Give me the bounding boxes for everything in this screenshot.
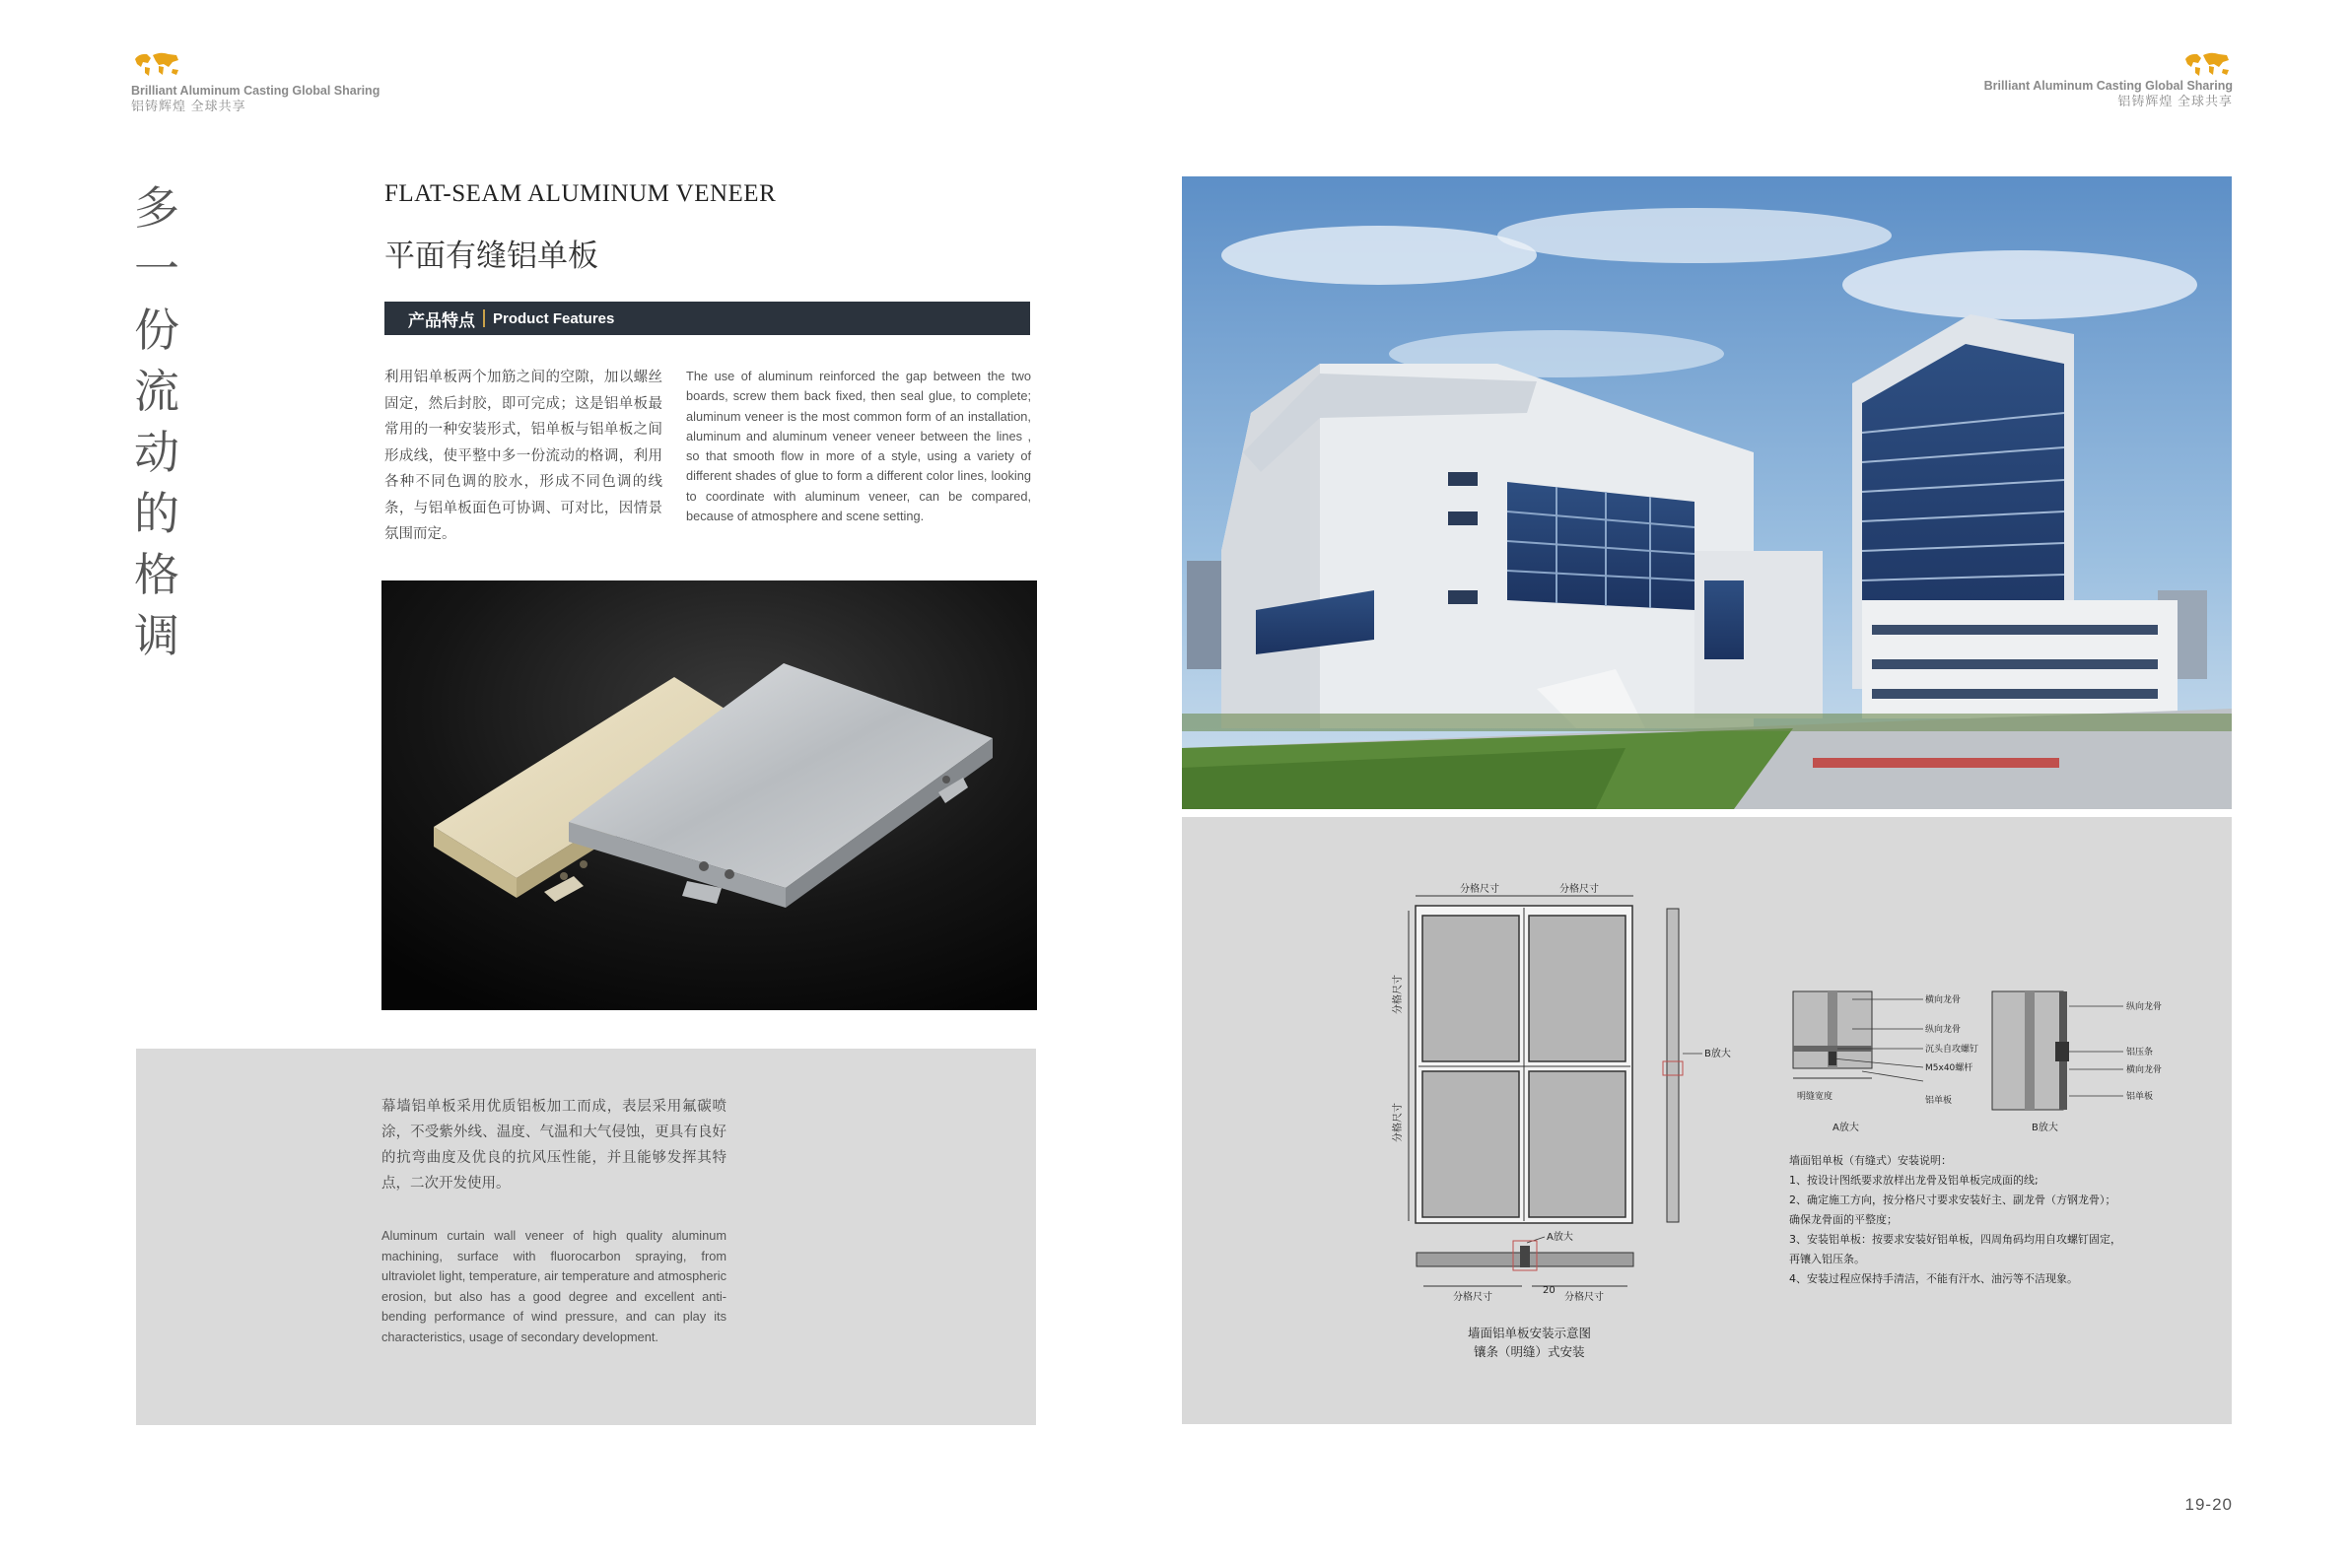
detail-b-label-4: 铝单板 xyxy=(2126,1092,2154,1102)
instruction-line: 再镶入铝压条。 xyxy=(1789,1253,1865,1265)
feature-text-en: The use of aluminum reinforced the gap between the two boards, screw them back fixed, then seal glue, to complete; aluminum veneer is the most common form of an installation, aluminum and aluminum veneer veneer between the lines , so that smooth flow in more of a style, using a variety of different shades of glue to form a different color lines, looking to coordinate with aluminum veneer, can be compared, because of atmosphere and scene setting. xyxy=(686,369,1031,524)
product-title-cn: 平面有缝铝单板 xyxy=(384,239,598,274)
a-zoom-label: A放大 xyxy=(1547,1232,1573,1243)
page-number: 19-20 xyxy=(2184,1495,2233,1514)
b-zoom-label: B放大 xyxy=(1704,1049,1731,1059)
brand-tagline-cn: 铝铸辉煌 全球共享 xyxy=(2117,94,2233,108)
diagram-caption-1: 墙面铝单板安装示意图 xyxy=(1468,1326,1592,1340)
vertical-title-char: 流 xyxy=(134,365,179,418)
features-label-cn: 产品特点 xyxy=(408,310,475,330)
brand-logo-left xyxy=(131,49,387,113)
features-label-en: Product Features xyxy=(493,309,615,327)
info-text-cn: 幕墙铝单板采用优质铝板加工而成，表层采用氟碳喷涂，不受紫外线、温度、气温和大气侵蚀，更具有良好的抗弯曲度及优良的抗风压性能，并且能够发挥其特点，二次开发使用。 xyxy=(381,1099,726,1192)
vertical-title-char: 调 xyxy=(134,609,179,662)
brand-logo-right xyxy=(1976,49,2233,108)
feature-text-cn: 利用铝单板两个加筋之间的空隙，加以螺丝固定，然后封胶，即可完成；这是铝单板最常用的一种安装形式，铝单板与铝单板之间形成线，使平整中多一份流动的格调，利用各种不同色调的胶水，形成不同色调的线条，与铝单板面色可协调、可对比，因情景氛围而定。 xyxy=(384,370,662,542)
detail-a-label-1: 横向龙骨 xyxy=(1925,995,1962,1005)
instruction-line: 4、安装过程应保持手清洁，不能有汗水、油污等不洁现象。 xyxy=(1789,1272,2078,1285)
detail-b-label-3: 横向龙骨 xyxy=(2126,1065,2163,1075)
detail-b-label-2: 铝压条 xyxy=(2126,1048,2154,1057)
vertical-title-char: 多 xyxy=(134,181,179,235)
aluminum-panels-photo xyxy=(381,580,1037,1010)
vertical-title-char: 一 xyxy=(134,242,179,296)
instruction-line: 1、按设计图纸要求放样出龙骨及铝单板完成面的线; xyxy=(1789,1174,2039,1187)
seam-width-label: 明缝宽度 xyxy=(1797,1092,1833,1102)
features-header-bar xyxy=(384,302,1030,335)
instruction-line: 3、安装铝单板：按要求安装好铝单板，四周角码均用自攻螺钉固定， xyxy=(1789,1233,2121,1246)
installation-diagram xyxy=(1182,817,2232,1424)
world-map-logo-icon xyxy=(2181,49,2233,79)
dim-label-bottom-2: 分格尺寸 xyxy=(1564,1292,1604,1303)
world-map-logo-icon xyxy=(131,49,182,79)
divider xyxy=(483,309,485,327)
vertical-title-char: 份 xyxy=(134,304,179,357)
vertical-title-char: 动 xyxy=(134,426,179,479)
vertical-title xyxy=(132,177,181,666)
diagram-caption-2: 镶条（明缝）式安装 xyxy=(1474,1344,1585,1359)
dim-20-label: 20 xyxy=(1543,1285,1556,1296)
instruction-line: 确保龙骨面的平整度； xyxy=(1789,1213,1898,1226)
dim-label-top-1: 分格尺寸 xyxy=(1460,884,1499,895)
brand-tagline-en: Brilliant Aluminum Casting Global Sharing xyxy=(131,84,380,98)
detail-b-label-1: 纵向龙骨 xyxy=(2126,1002,2163,1012)
vertical-title-char: 的 xyxy=(134,487,179,540)
detail-a-label-2: 纵向龙骨 xyxy=(1925,1025,1962,1035)
detail-b-title: B放大 xyxy=(2032,1123,2058,1133)
detail-a-label-5: 铝单板 xyxy=(1925,1096,1953,1106)
instructions-title: 墙面铝单板（有缝式）安装说明： xyxy=(1789,1154,1952,1167)
dim-label-left-1: 分格尺寸 xyxy=(1393,975,1404,1014)
instruction-line: 2、确定施工方向，按分格尺寸要求安装好主、副龙骨（方钢龙骨）； xyxy=(1789,1193,2116,1206)
brand-tagline-cn: 铝铸辉煌 全球共享 xyxy=(131,99,246,113)
dim-label-left-2: 分格尺寸 xyxy=(1393,1103,1404,1142)
detail-a-label-3: 沉头自攻螺钉 xyxy=(1925,1045,1979,1055)
product-title-en: FLAT-SEAM ALUMINUM VENEER xyxy=(384,180,777,207)
vertical-title-char: 格 xyxy=(134,548,179,601)
detail-a-label-4: M5x40螺杆 xyxy=(1925,1063,1973,1073)
info-text-en: Aluminum curtain wall veneer of high quality aluminum machining, surface with fluorocarbon spraying, from ultraviolet light, temperature, air temperature and atmospheric erosion, but also has a good degree and excellent anti-bending performance of wind pressure, and can play its characteristics, usage of secondary development. xyxy=(381,1228,726,1344)
brand-tagline-en: Brilliant Aluminum Casting Global Sharing xyxy=(1983,79,2233,93)
dim-label-top-2: 分格尺寸 xyxy=(1559,884,1599,895)
dim-label-bottom-1: 分格尺寸 xyxy=(1453,1292,1492,1303)
building-photo xyxy=(1182,176,2232,809)
detail-a-title: A放大 xyxy=(1832,1123,1859,1133)
